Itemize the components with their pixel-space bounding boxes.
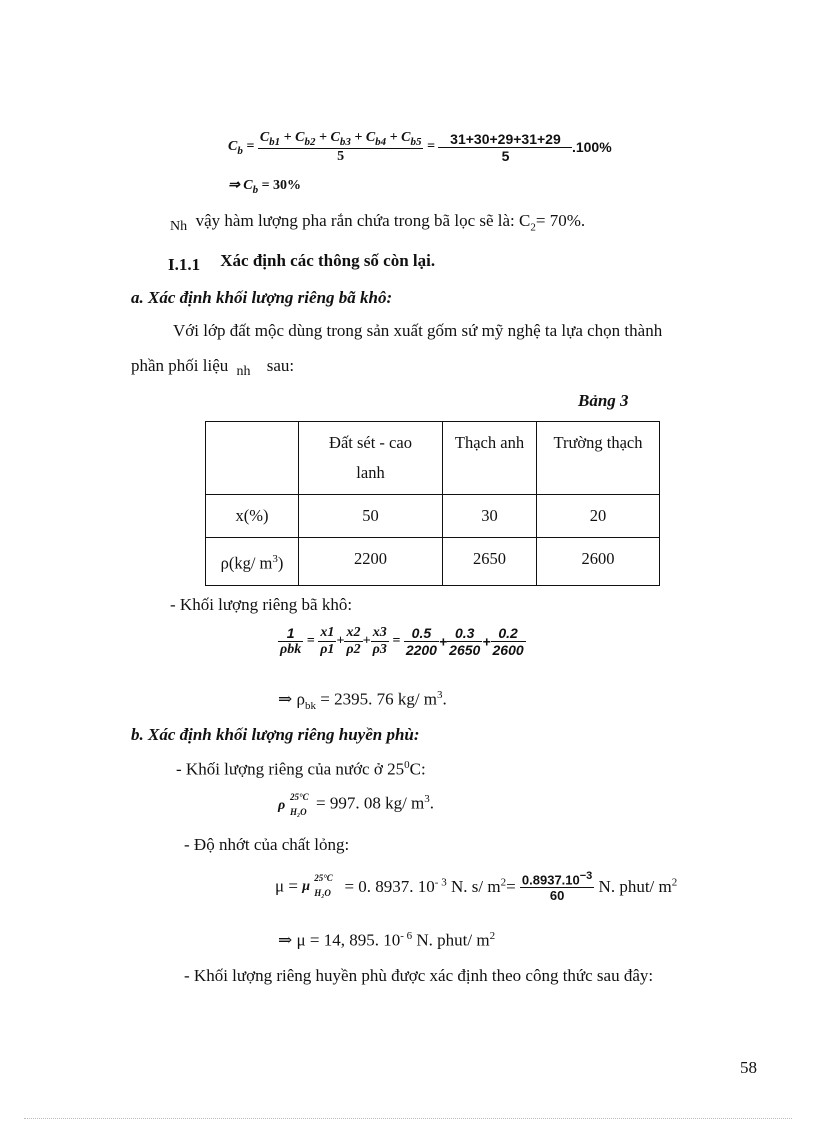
viscosity-formula: μ = μ 25°C H₂O = 0. 8937. $10^{- 3}$ N. s/ $m^2=$ $\frac{0.8937.10^{-3}}{60}$ N. phut/ $m^2$ (275, 870, 678, 904)
table-cell: 50 (299, 495, 443, 538)
paragraph-material-line2: phần phối liệu $_{nh}$ sau: (131, 356, 295, 379)
subheading-b: b. Xác định khối lượng riêng huyền phù: (131, 725, 420, 744)
suspension-density-intro: - Khối lượng riêng huyền phù được xác định theo công thức sau đây: (184, 966, 654, 985)
table-cell: x(%) (206, 495, 299, 538)
table-cell: 2650 (443, 538, 537, 586)
table-cell: 2600 (537, 538, 660, 586)
table-cell: 2200 (299, 538, 443, 586)
table-cell: 30 (443, 495, 537, 538)
composition-table (205, 421, 660, 586)
paragraph-material-line1: Với lớp đất mộc dùng trong sản xuất gốm sứ mỹ nghệ ta lựa chọn thành (173, 321, 663, 340)
page-bottom-divider (24, 1118, 792, 1119)
formula-cb-fraction: $\frac{C_{b1} + C_{b2} + C_{b3} + C_{b4} + C_{b5}}{5}$ (259, 130, 422, 164)
subheading-a: a. Xác định khối lượng riêng bã khô: (131, 288, 393, 307)
table-header-quartz: Thạch anh (443, 422, 537, 495)
water-density-label: - Khối lượng riêng của nước ở $25^0C$: (176, 759, 426, 779)
dry-density-label: - Khối lượng riêng bã khô: (170, 595, 353, 614)
formula-cb-result: ⇒ $C_b = 30\%$ (228, 178, 302, 196)
section-heading: I.1.1 Xác định các thông số còn lại. (168, 251, 436, 274)
formula-cb: $C_b$ = $\frac{C_{b1} + C_{b2} + C_{b3} + C_{b4} + C_{b5}}{5}$ = $\frac{31+30+29+31+29}{5}$ .100% (228, 130, 612, 164)
table-header-feldspar: Trường thạch (537, 422, 660, 495)
paragraph-phase-content: $_{Nh}$ vậy hàm lượng pha rắn chứa trong bã lọc sẽ là: $C_2= 70\%$. (170, 211, 586, 234)
table-cell: 20 (537, 495, 660, 538)
viscosity-label: - Độ nhớt của chất lỏng: (184, 835, 350, 854)
table-row (206, 495, 660, 538)
table-header-clay: Đất sét - cao lanh (299, 422, 443, 495)
table-cell: ρ(kg/ $m^3$) (206, 538, 299, 586)
dry-density-result: ⇒ $\rho_{bk} = 2395$. 76 kg/ $m^3$. (278, 689, 447, 713)
table-caption: Bảng 3 (578, 391, 629, 410)
viscosity-result: ⇒ μ = 14, 895. $10^{- 6}$ N. phut/ $m^2$ (278, 930, 496, 950)
page-number: 58 (740, 1058, 757, 1077)
table-header-empty (206, 422, 299, 495)
formula-cb-values: $\frac{31+30+29+31+29}{5}$ (438, 131, 572, 164)
table-row (206, 538, 660, 586)
table-header-row (206, 422, 660, 495)
water-density-value: ρ 25°C H₂O = 997. 08 kg/ $m^3$. (278, 791, 435, 817)
dry-density-formula: $\frac{1}{\text{ρbk}}$ = $\frac{x1}{\rho 1}$ + $\frac{x2}{\rho 2}$ + $\frac{x3}{\rho 3}$ = $\frac{0.5}{2200}$ + $\frac{0.3}{2650}$ + $\frac{0.2}{2600}$ (280, 625, 524, 658)
